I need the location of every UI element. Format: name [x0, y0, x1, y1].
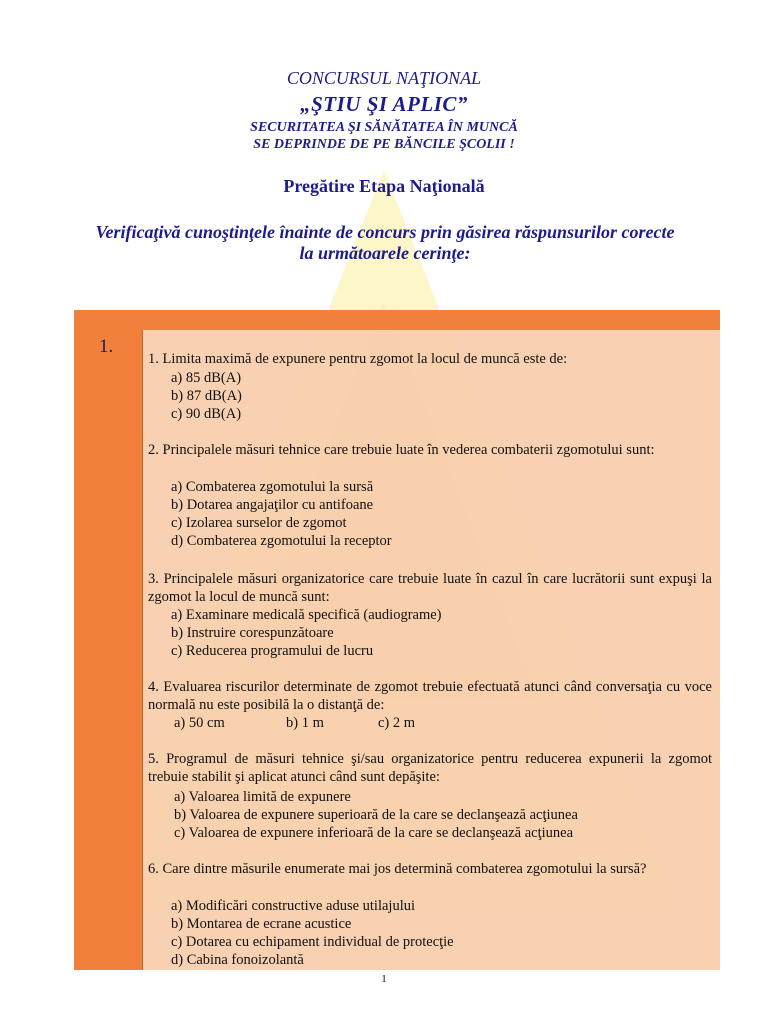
stage-subtitle: Pregătire Etapa Naţională [283, 176, 485, 196]
question-2-option-d: d) Combaterea zgomotului la receptor [171, 533, 392, 549]
question-4-option-c: c) 2 m [378, 715, 416, 731]
question-1: 1. Limita maximă de expunere pentru zgomot la locul de muncă este de: [148, 351, 568, 367]
section-number: 1. [99, 336, 114, 357]
question-5-option-c: c) Valoarea de expunere inferioară de la care se declanşează acţiunea [174, 825, 574, 841]
question-2-option-c: c) Izolarea surselor de zgomot [171, 515, 347, 531]
table-header-row [74, 310, 720, 330]
question-5-option-a: a) Valoarea limită de expunere [174, 789, 351, 805]
question-1-option-c: c) 90 dB(A) [171, 406, 242, 422]
question-4: 4. Evaluarea riscurilor determinate de zgomot trebuie efectuată atunci când conversaţia cu voce normală nu este posibilă la o distanţă de: [148, 679, 712, 713]
question-6-option-d: d) Cabina fonoizolantă [171, 952, 304, 968]
questions-table [74, 310, 720, 970]
question-3-option-a: a) Examinare medicală specifică (audiograme) [171, 607, 442, 623]
question-6-option-b: b) Montarea de ecrane acustice [171, 916, 352, 932]
contest-slogan-line2: SE DEPRINDE DE PE BĂNCILE ŞCOLII ! [253, 137, 515, 152]
contest-name: „ŞTIU ŞI APLIC” [300, 92, 468, 116]
question-1-option-a: a) 85 dB(A) [171, 370, 242, 386]
question-6: 6. Care dintre măsurile enumerate mai jos determină combaterea zgomotului la sursă? [148, 861, 647, 877]
question-4-option-a: a) 50 cm [174, 715, 225, 731]
question-3-option-c: c) Reducerea programului de lucru [171, 643, 374, 659]
question-2-option-a: a) Combaterea zgomotului la sursă [171, 479, 374, 495]
contest-title: CONCURSUL NAŢIONAL [286, 68, 482, 88]
page-number: 1 [381, 973, 387, 985]
question-4-option-b: b) 1 m [286, 715, 324, 731]
questions-cell [143, 330, 720, 970]
question-1-option-b: b) 87 dB(A) [171, 388, 242, 404]
question-3: 3. Principalele măsuri organizatorice care trebuie luate în cazul în care lucrătorii sunt expuşi la zgomot la locul de muncă sunt: [148, 571, 712, 605]
question-5-option-b: b) Valoarea de expunere superioară de la care se declanşează acţiunea [174, 807, 578, 823]
intro-text: Verificaţivă cunoştinţele înainte de concurs prin găsirea răspunsurilor corecte la următoarele cerinţe: [95, 222, 675, 263]
question-6-option-a: a) Modificări constructive aduse utilajului [171, 898, 416, 914]
question-2-option-b: b) Dotarea angajaţilor cu antifoane [171, 497, 374, 513]
question-2: 2. Principalele măsuri tehnice care trebuie luate în vederea combaterii zgomotului sunt: [148, 442, 655, 458]
question-3-option-b: b) Instruire corespunzătoare [171, 625, 334, 641]
question-5: 5. Programul de măsuri tehnice şi/sau organizatorice pentru reducerea expunerii la zgomot trebuie stabilit şi aplicat atunci când sunt depăşite: [148, 751, 712, 785]
contest-slogan-line1: SECURITATEA ŞI SĂNĂTATEA ÎN MUNCĂ [250, 120, 518, 135]
question-6-option-c: c) Dotarea cu echipament individual de protecţie [171, 934, 454, 950]
section-number-cell [74, 330, 143, 970]
